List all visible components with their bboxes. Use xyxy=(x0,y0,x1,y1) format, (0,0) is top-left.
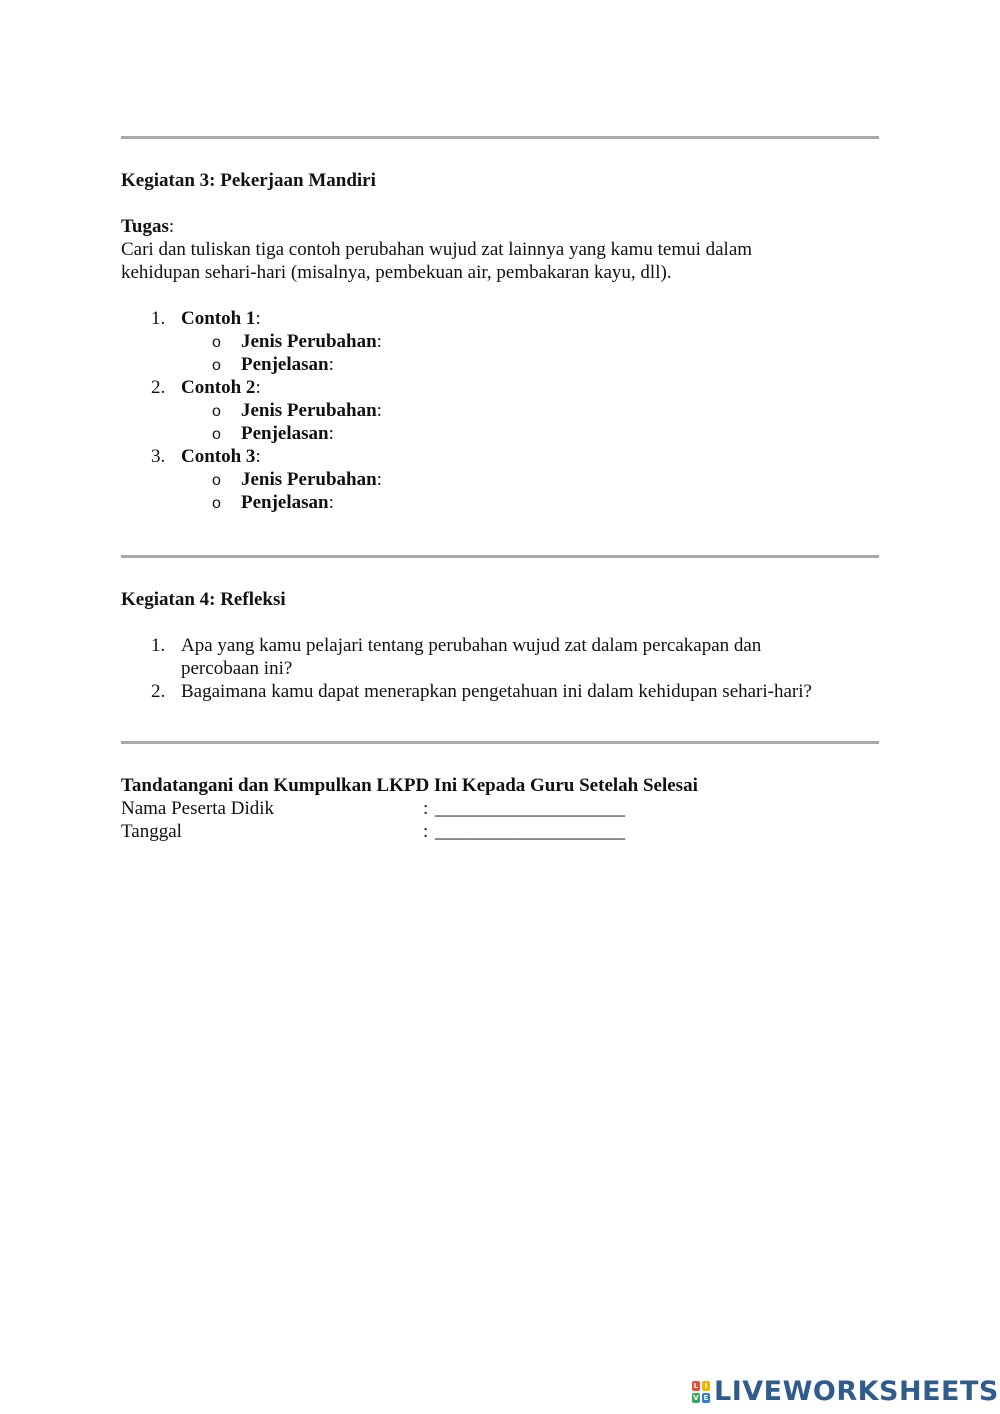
contoh-sublist xyxy=(181,468,879,514)
signature-row-tanggal xyxy=(121,820,879,843)
signature-row-nama xyxy=(121,797,879,820)
refleksi-question-line2: percobaan ini? xyxy=(181,658,293,679)
refleksi-item xyxy=(121,634,879,680)
tugas-heading xyxy=(121,215,879,238)
refleksi-question-line1: Bagaimana kamu dapat menerapkan pengetahuan ini dalam kehidupan sehari-hari? xyxy=(181,681,812,702)
circle-bullet-icon: o xyxy=(212,334,221,351)
nama-label: Nama Peserta Didik xyxy=(121,798,275,819)
tugas-text-line2: kehidupan sehari-hari (misalnya, pembekuan air, pembakaran kayu, dll). xyxy=(121,262,672,283)
contoh-number: 3. xyxy=(151,446,166,467)
subitem-colon: : xyxy=(328,492,334,513)
contoh-item xyxy=(121,376,879,445)
contoh-subitem xyxy=(181,422,879,445)
contoh-item xyxy=(121,307,879,376)
tugas-label: Tugas xyxy=(121,216,169,237)
tugas-colon: : xyxy=(168,216,175,237)
contoh-subitem xyxy=(181,468,879,491)
subitem-colon: : xyxy=(328,423,334,444)
logo-tile-e: E xyxy=(703,1394,709,1402)
penjelasan-label: Penjelasan xyxy=(241,492,329,513)
circle-bullet-icon: o xyxy=(212,426,221,443)
contoh-colon: : xyxy=(255,446,261,467)
logo-tile-v: V xyxy=(693,1394,699,1402)
contoh-number: 2. xyxy=(151,377,166,398)
refleksi-number: 2. xyxy=(151,681,166,702)
subitem-colon: : xyxy=(376,400,382,421)
logo-tile-i: I xyxy=(702,1381,710,1391)
divider-middle xyxy=(121,555,879,558)
contoh-sublist xyxy=(181,330,879,376)
contoh-subitem xyxy=(181,491,879,514)
contoh-number: 1. xyxy=(151,308,166,329)
logo-text: LIVEWORKSHEETS xyxy=(714,1376,999,1407)
refleksi-number: 1. xyxy=(151,635,166,656)
nama-blank-line[interactable]: ____________________ xyxy=(435,798,625,819)
circle-bullet-icon: o xyxy=(212,403,221,420)
contoh-colon: : xyxy=(255,377,261,398)
kegiatan4-title: Kegiatan 4: Refleksi xyxy=(121,589,286,610)
tanggal-label: Tanggal xyxy=(121,821,182,842)
logo-tile-l: L xyxy=(693,1382,699,1390)
circle-bullet-icon: o xyxy=(212,495,221,512)
contoh-subitem xyxy=(181,353,879,376)
subitem-colon: : xyxy=(376,331,382,352)
liveworksheets-logo-icon xyxy=(692,1381,710,1403)
tugas-text-line1: Cari dan tuliskan tiga contoh perubahan wujud zat lainnya yang kamu temui dalam xyxy=(121,239,753,260)
jenis-perubahan-label: Jenis Perubahan xyxy=(241,400,377,421)
contoh-label: Contoh 2 xyxy=(181,377,256,398)
signature-section xyxy=(121,774,879,843)
refleksi-item xyxy=(121,680,879,703)
contoh-subitem xyxy=(181,399,879,422)
penjelasan-label: Penjelasan xyxy=(241,423,329,444)
penjelasan-label: Penjelasan xyxy=(241,354,329,375)
jenis-perubahan-label: Jenis Perubahan xyxy=(241,469,377,490)
contoh-list xyxy=(121,307,879,514)
kegiatan3-title: Kegiatan 3: Pekerjaan Mandiri xyxy=(121,170,376,191)
liveworksheets-logo xyxy=(692,1377,999,1407)
kegiatan4-section xyxy=(121,588,879,703)
tanggal-colon: : xyxy=(423,821,429,842)
divider-bottom xyxy=(121,741,879,744)
jenis-perubahan-label: Jenis Perubahan xyxy=(241,331,377,352)
kegiatan3-section xyxy=(121,169,879,514)
refleksi-list xyxy=(121,634,879,703)
circle-bullet-icon: o xyxy=(212,472,221,489)
refleksi-question-line1: Apa yang kamu pelajari tentang perubahan wujud zat dalam percakapan dan xyxy=(181,635,762,656)
contoh-subitem xyxy=(181,330,879,353)
contoh-colon: : xyxy=(255,308,261,329)
contoh-sublist xyxy=(181,399,879,445)
subitem-colon: : xyxy=(328,354,334,375)
contoh-item xyxy=(121,445,879,514)
divider-top xyxy=(121,136,879,139)
subitem-colon: : xyxy=(376,469,382,490)
contoh-label: Contoh 3 xyxy=(181,446,256,467)
signature-title: Tandatangani dan Kumpulkan LKPD Ini Kepada Guru Setelah Selesai xyxy=(121,775,698,796)
contoh-label: Contoh 1 xyxy=(181,308,256,329)
tanggal-blank-line[interactable]: ____________________ xyxy=(435,821,625,842)
circle-bullet-icon: o xyxy=(212,357,221,374)
worksheet-page xyxy=(121,0,879,1414)
nama-colon: : xyxy=(423,798,429,819)
